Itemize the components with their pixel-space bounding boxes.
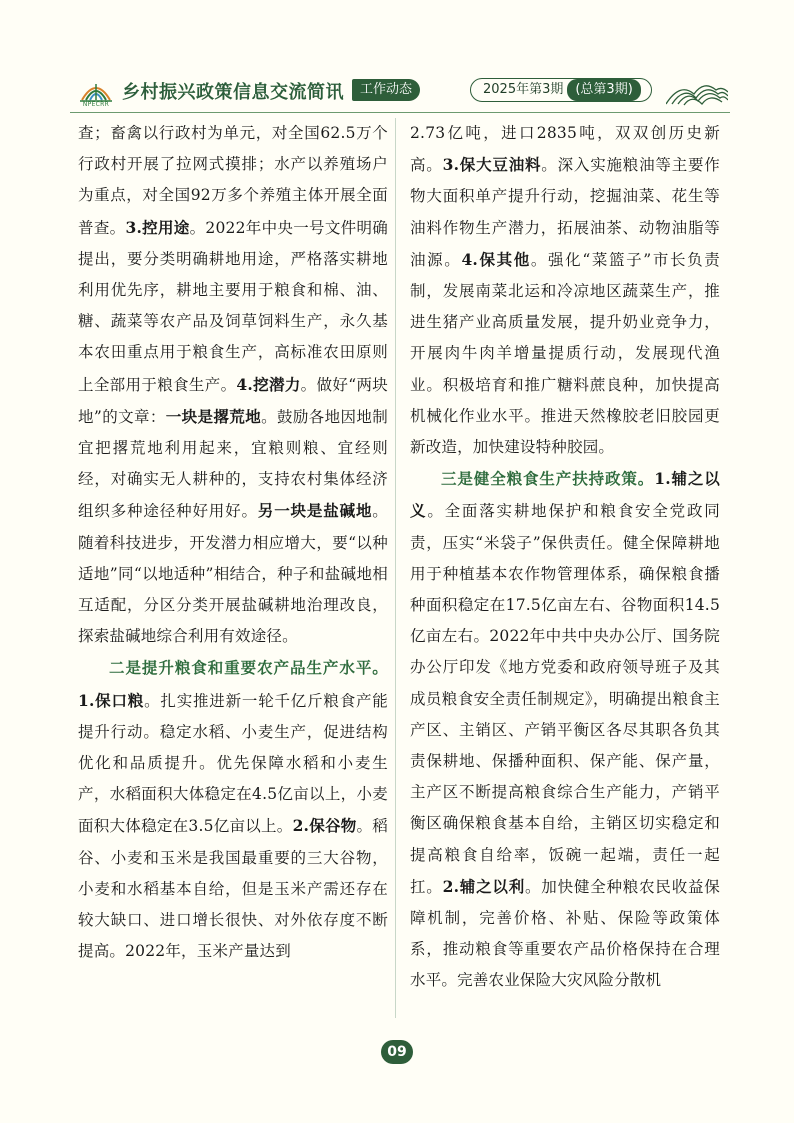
bold-subheading: 1.保口粮 [78,690,145,710]
bold-subheading: 3.控用途 [125,217,190,237]
page-number: 09 [381,1040,413,1064]
bold-subheading: 4.挖潜力 [236,374,301,394]
header-divider [70,112,730,113]
paragraph: 三是健全粮食生产扶持政策。1.辅之以义。全面落实耕地保护和粮食安全党政同责，压实“米袋子”保供责任。健全保障耕地用于种植基本农作物管理体系，确保粮食播种面积稳定在17.5亿亩左右、谷物面积14.5亿亩左右。2022年中共中央办公厅、国务院办公厅印发《地方党委和政府领导班子及其成员粮食安全责任制规定》，明确提出粮食主产区、主销区、产销平衡区各尽其职各负其责保耕地、保播种面积、保产能、保产量，主产区不断提高粮食综合生产能力，产销平衡区确保粮食基本自给，主销区切实稳定和提高粮食自给率，饭碗一起端，责任一起扛。2.辅之以利。加快健全种粮农民收益保障机制，完善价格、补贴、保险等政策体系，推动粮食等重要农产品价格保持在合理水平。完善农业保险大灾风险分散机 [410,469,721,990]
bold-subheading: 2.辅之以利 [442,876,525,896]
bold-subheading: 4.保其他 [461,249,531,269]
section-heading: 二是提升粮食和重要农产品生产水平。 [109,658,388,678]
issue-number: 2025年第3期 [483,82,564,97]
paragraph: 查；畜禽以行政村为单元，对全国62.5万个行政村开展了拉网式摸排；水产以养殖场户为重点，对全国92万多个养殖主体开展全面普查。3.控用途。2022年中央一号文件明确提出，要分类明确耕地用途，严格落实耕地利用优先序，耕地主要用于粮食和棉、油、糖、蔬菜等农产品及饲草饲料生产，永久基本农田重点用于粮食生产，高标准农田原则上全部用于粮食生产。4.挖潜力。做好“两块地”的文章：一块是撂荒地。鼓励各地因地制宜把撂荒地利用起来，宜粮则粮、宜经则经，对确实无人耕种的，支持农村集体经济组织多种途径种好用好。另一块是盐碱地。随着科技进步，开发潜力相应增大，要“以种适地”同“以地适种”相结合，种子和盐碱地相互适配，分区分类开展盐碱耕地治理改良，探索盐碱地综合利用有效途径。 [78,124,389,646]
left-column [78,118,388,967]
bold-subheading: 2.保谷物 [292,816,357,836]
paragraph: 二是提升粮食和重要农产品生产水平。1.保口粮。扎实推进新一轮千亿斤粮食产能提升行动。稳定水稻、小麦生产，促进结构优化和品质提升。优先保障水稻和小麦生产，水稻面积大体稳定在4.5亿亩以上，小麦面积大体稳定在3.5亿亩以上。2.保谷物。稻谷、小麦和玉米是我国最重要的三大谷物，小麦和水稻基本自给，但是玉米产需还存在较大缺口、进口增长很快、对外依存度不断提高。2022年，玉米产量达到 [78,658,389,961]
section-tag: 工作动态 [352,79,420,101]
section-heading: 三是健全粮食生产扶持政策。 [441,469,655,489]
hills-decoration-icon [666,76,728,106]
bold-subheading: 3.保大豆油料 [442,155,542,175]
bold-subheading: 1.辅之以义 [410,469,721,521]
logo-text: NPECRR [82,101,110,108]
paragraph: 2.73亿吨，进口2835吨，双双创历史新高。3.保大豆油料。深入实施粮油等主要作物大面积单产提升行动，挖掘油菜、花生等油料作物生产潜力，拓展油茶、动物油脂等油源。4.保其他。强化“菜篮子”市长负责制，发展南菜北运和冷凉地区蔬菜生产，推进生猪产业高质量发展，提升奶业竞争力，开展肉牛肉羊增量提质行动，发展现代渔业。积极培育和推广糖料蔗良种，加快提高机械化作业水平。推进天然橡胶老旧胶园更新改造，加快建设特种胶园。 [410,124,720,457]
total-issue-number: (总第3期) [567,79,640,101]
page-header [70,70,730,110]
publication-title: 乡村振兴政策信息交流简讯 [122,82,344,103]
issue-badge [470,78,652,102]
bold-subheading: 另一块是盐碱地 [257,501,373,521]
bold-subheading: 一块是撂荒地 [165,406,262,426]
right-column [410,118,720,997]
column-divider [395,118,396,1018]
